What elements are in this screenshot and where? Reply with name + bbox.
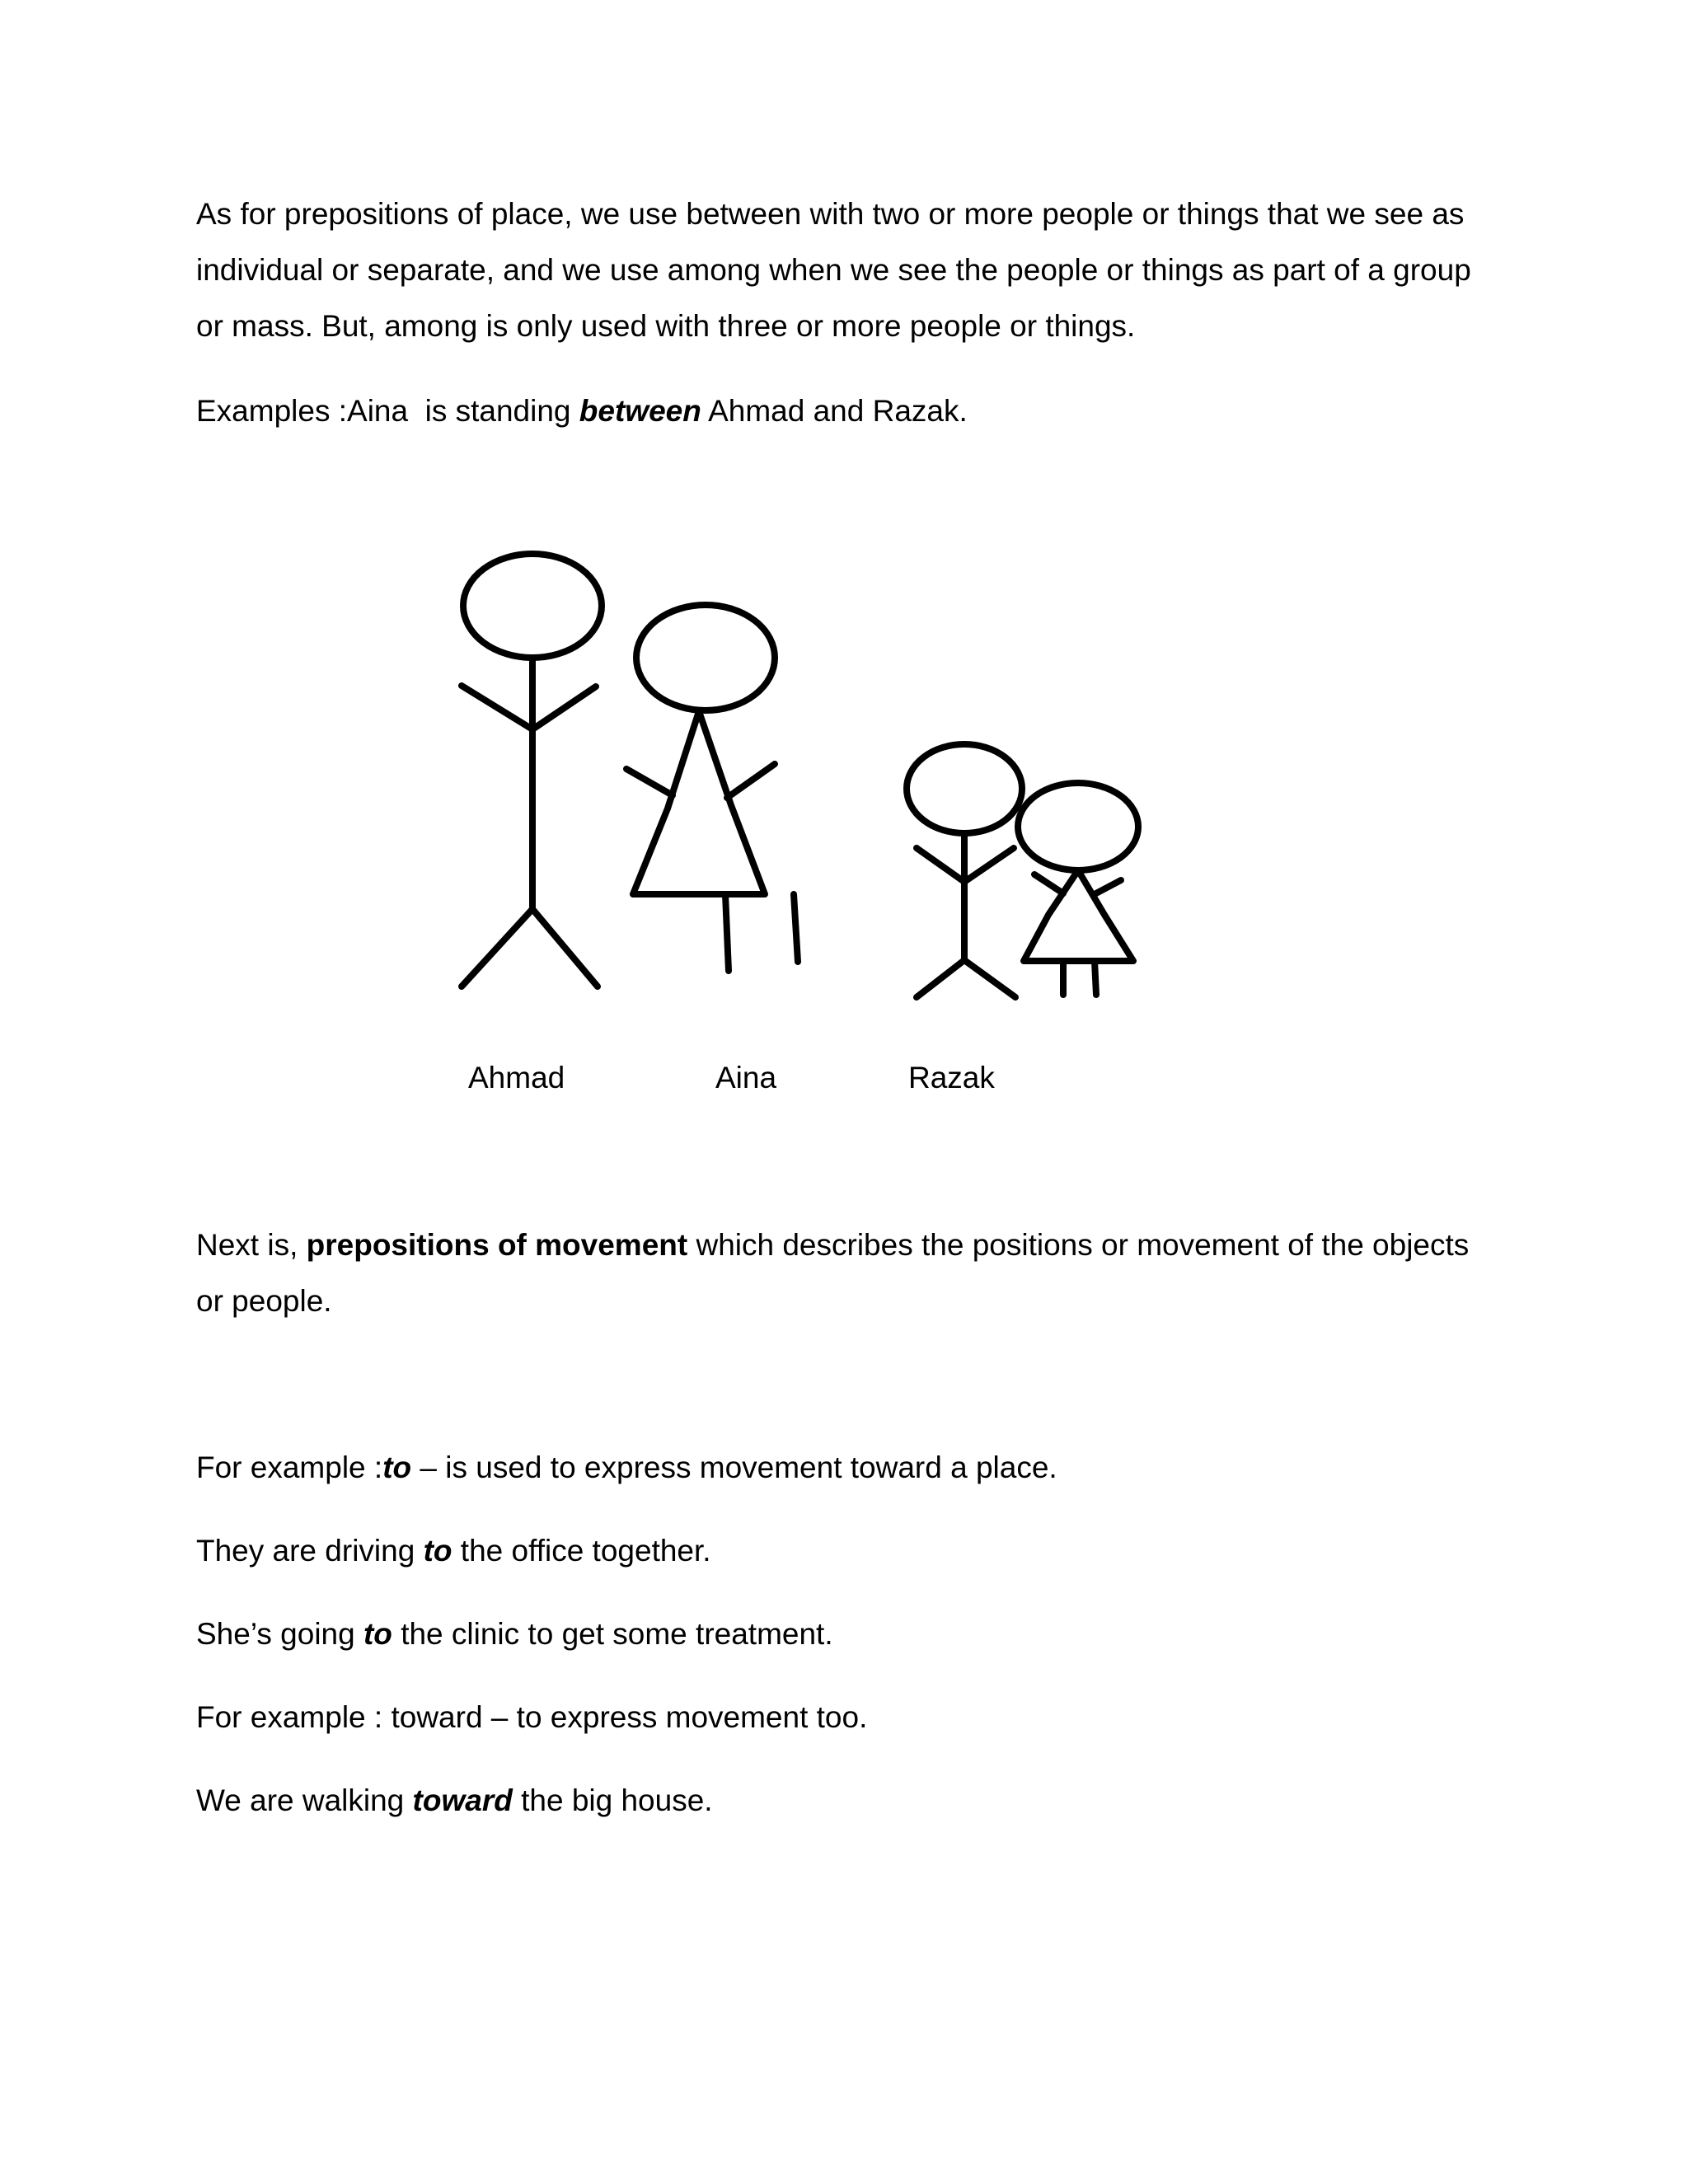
sentence-driving-suffix: the office together. [452, 1534, 711, 1568]
movement-suffix: which describes the positions or movement of the objects or people. [196, 1228, 1478, 1318]
example-between-keyword: between [579, 394, 701, 428]
stick-figures-illustration [429, 527, 1212, 1022]
figure-label-ahmad: Ahmad [468, 1061, 565, 1094]
sentence-clinic-prefix: She’s going [196, 1617, 363, 1651]
movement-paragraph [196, 1217, 1482, 1329]
sentence-clinic-suffix: the clinic to get some treatment. [392, 1617, 833, 1651]
example-between-prefix: Examples :Aina is standing [196, 394, 579, 428]
stick-figure-ahmad [462, 554, 602, 987]
figure-label-aina: Aina [715, 1061, 777, 1094]
sentence-driving-prefix: They are driving [196, 1534, 424, 1568]
example-to-prefix: For example : [196, 1451, 383, 1484]
example-to-line [196, 1447, 1057, 1488]
movement-prefix: Next is, [196, 1228, 307, 1262]
sentence-walking-keyword: toward [412, 1783, 513, 1817]
example-toward-line: For example : toward – to express movement too. [196, 1700, 868, 1734]
example-between-suffix: Ahmad and Razak. [701, 394, 968, 428]
sentence-walking-prefix: We are walking [196, 1783, 413, 1817]
stick-figure-girl [1018, 783, 1138, 995]
intro-paragraph: As for prepositions of place, we use between with two or more people or things that we see as individual or separate, and we use among when we see the people or things as part of a group or mass. But, among is only used with three or more people or things. [196, 197, 1471, 343]
sentence-driving-keyword: to [423, 1534, 452, 1568]
stick-figure-aina [626, 605, 798, 971]
example-between-line [196, 391, 968, 432]
sentence-clinic-line [196, 1614, 833, 1655]
figure-label-razak: Razak [908, 1061, 995, 1094]
sentence-walking-line [196, 1780, 713, 1821]
example-to-keyword: to [382, 1451, 412, 1484]
sentence-walking-suffix: the big house. [512, 1783, 713, 1817]
sentence-clinic-keyword: to [363, 1617, 392, 1651]
stick-figure-razak [907, 744, 1022, 997]
sentence-driving-line [196, 1530, 711, 1572]
movement-keyword: prepositions of movement [306, 1228, 688, 1262]
example-to-suffix: – is used to express movement toward a place. [411, 1451, 1057, 1484]
